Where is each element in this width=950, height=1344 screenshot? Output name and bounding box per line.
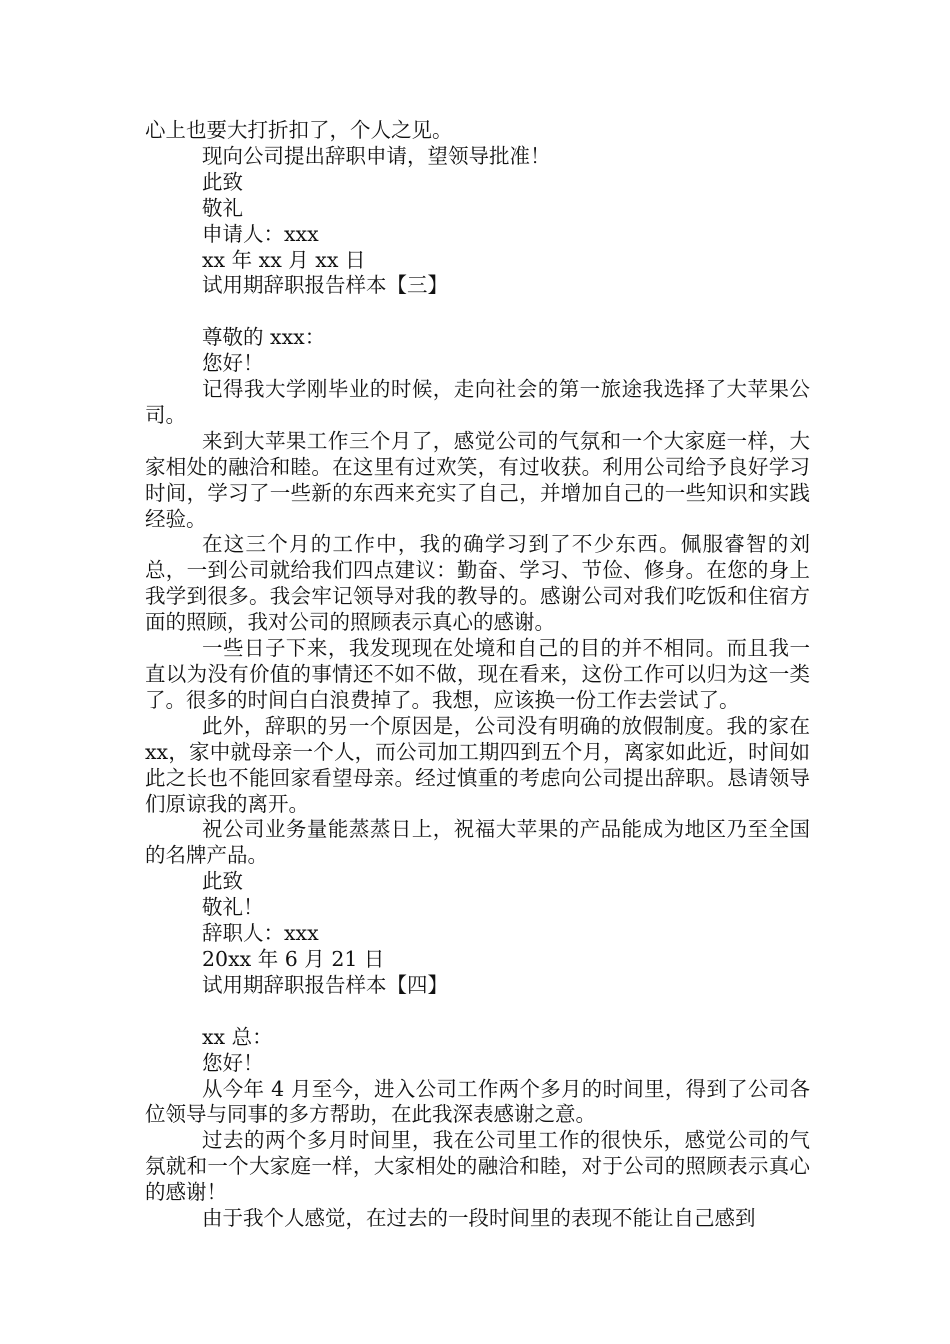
salutation: 尊敬的 xxx：: [202, 325, 326, 350]
date-line: 20xx 年 6 月 21 日: [202, 946, 385, 971]
signature-line: 申请人：xxx: [202, 221, 319, 246]
paragraph: 心上也要大打折扣了，个人之见。: [145, 118, 453, 142]
date-line: xx 年 xx 月 xx 日: [202, 247, 366, 272]
paragraph: 此外，辞职的另一个原因是，公司没有明确的放假制度。我的家在 xx，家中就母亲一个人，而公司加工期四到五个月，离家如此近，时间如此之长也不能回家看望母亲。经过慎重的考虑向公司提出辞职。恳请领导们原谅我的离开。: [145, 713, 810, 816]
paragraph: 在这三个月的工作中，我的确学习到了不少东西。佩服睿智的刘总，一到公司就给我们四点建议：勤奋、学习、节俭、修身。在您的身上我学到很多。我会牢记领导对我的教导的。感谢公司对我们吃饭和住宿方面的照顾，我对公司的照顾表示真心的感谢。: [145, 532, 810, 635]
greeting: 您好！: [202, 351, 264, 376]
signature-line: 辞职人：xxx: [202, 921, 319, 946]
salutation: xx 总：: [202, 1024, 273, 1049]
paragraph: 祝公司业务量能蒸蒸日上，祝福大苹果的产品能成为地区乃至全国的名牌产品。: [145, 817, 810, 868]
section-heading: 试用期辞职报告样本【四】: [202, 972, 448, 997]
blank-line: [145, 999, 810, 1025]
section-heading: 试用期辞职报告样本【三】: [202, 273, 448, 298]
closing-line: 敬礼！: [202, 895, 264, 920]
paragraph: 过去的两个多月时间里，我在公司里工作的很快乐，感觉公司的气氛就和一个大家庭一样，大家相处的融洽和睦，对于公司的照顾表示真心的感谢！: [145, 1128, 810, 1205]
closing-line: 敬礼: [202, 195, 243, 220]
paragraph: 从今年 4 月至今，进入公司工作两个多月的时间里，得到了公司各位领导与同事的多方帮助，在此我深表感谢之意。: [145, 1076, 810, 1127]
paragraph: 来到大苹果工作三个月了，感觉公司的气氛和一个大家庭一样，大家相处的融洽和睦。在这里有过欢笑，有过收获。利用公司给予良好学习时间，学习了一些新的东西来充实了自己，并增加自己的一些知识和实践经验。: [145, 428, 810, 531]
paragraph: 一些日子下来，我发现现在处境和自己的目的并不相同。而且我一直以为没有价值的事情还不如不做，现在看来，这份工作可以归为这一类了。很多的时间白白浪费掉了。我想，应该换一份工作去尝试了。: [145, 636, 810, 712]
paragraph: 记得我大学刚毕业的时候，走向社会的第一旅途我选择了大苹果公司。: [145, 377, 810, 427]
greeting: 您好！: [202, 1050, 264, 1075]
paragraph: 现向公司提出辞职申请，望领导批准！: [202, 143, 551, 168]
paragraph: 由于我个人感觉，在过去的一段时间里的表现不能让自己感到: [202, 1206, 756, 1231]
closing-line: 此致: [202, 169, 243, 194]
closing-line: 此致: [202, 869, 243, 894]
blank-line: [145, 299, 810, 325]
document-body: [145, 118, 810, 1232]
